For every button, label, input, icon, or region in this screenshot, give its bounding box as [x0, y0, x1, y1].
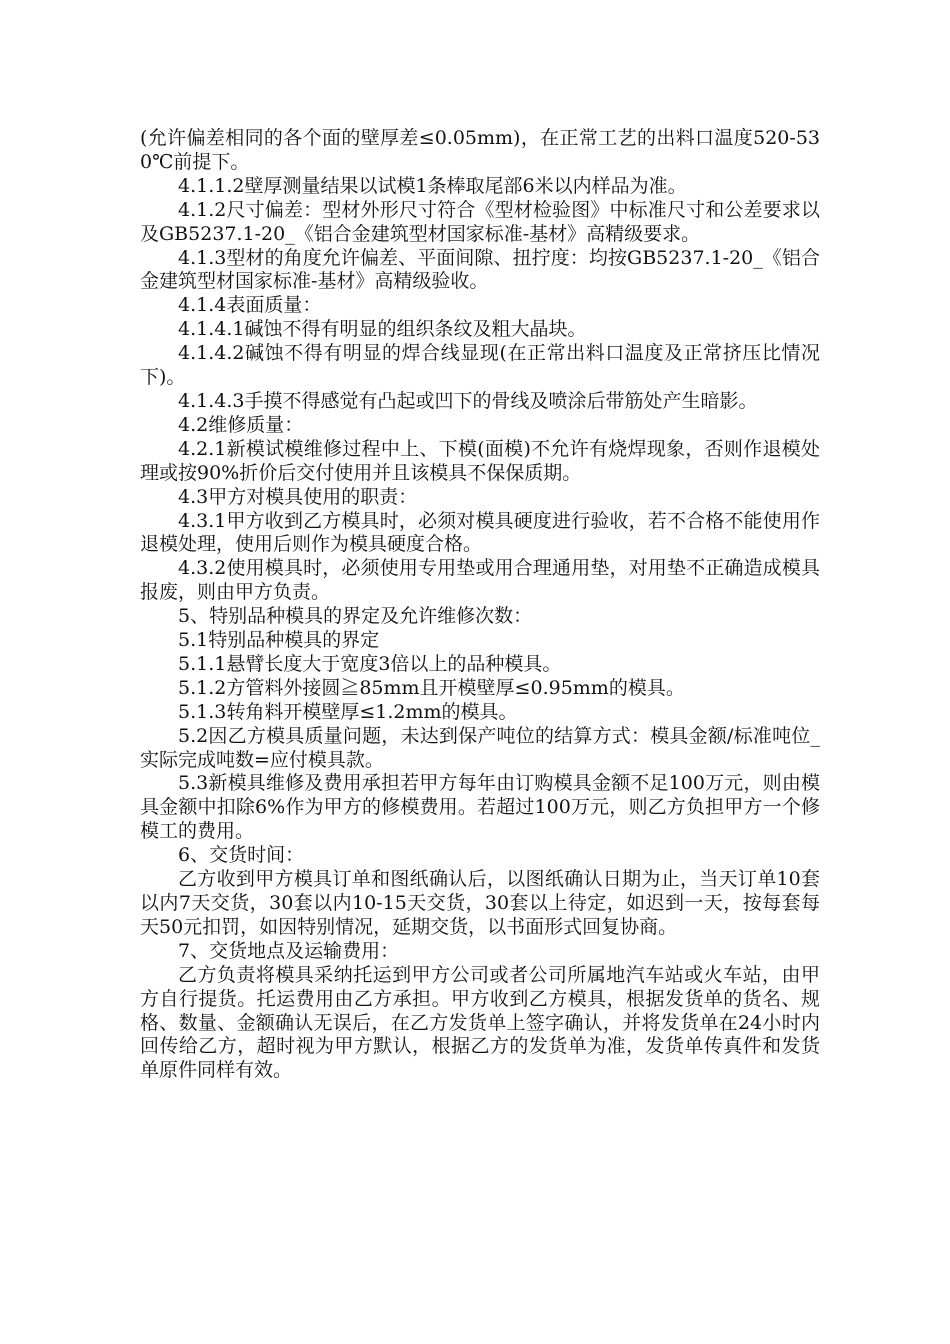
- paragraph-4-1-4-2: 4.1.4.2碱蚀不得有明显的焊合线显现(在正常出料口温度及正常挤压比情况下)。: [140, 342, 820, 389]
- paragraph-5: 5、特别品种模具的界定及允许维修次数：: [178, 605, 533, 628]
- paragraph-5-1-1: 5.1.1悬臂长度大于宽度3倍以上的品种模具。: [178, 652, 562, 675]
- paragraph-5-2: 5.2因乙方模具质量问题，未达到保产吨位的结算方式：模具金额/标准吨位_实际完成吨数=应付模具款。: [140, 724, 820, 771]
- paragraph-4-1-4-1: 4.1.4.1碱蚀不得有明显的组织条纹及粗大晶块。: [178, 318, 587, 341]
- paragraph-4-3-1: 4.3.1甲方收到乙方模具时，必须对模具硬度进行验收，若不合格不能使用作退模处理，使用后则作为模具硬度合格。: [140, 509, 820, 556]
- paragraph-4-2-1: 4.2.1新模试模维修过程中上、下模(面模)不允许有烧焊现象，否则作退模处理或按90%折价后交付使用并且该模具不保保质期。: [140, 437, 820, 484]
- paragraph-7: 7、交货地点及运输费用：: [178, 939, 400, 962]
- paragraph-4-3: 4.3甲方对模具使用的职责：: [178, 485, 418, 508]
- paragraph-5-1: 5.1特别品种模具的界定: [178, 629, 380, 652]
- paragraph-wall-thickness-tolerance: (允许偏差相同的各个面的壁厚差≤0.05mm)，在正常工艺的出料口温度520-530℃前提下。: [140, 127, 820, 173]
- paragraph-4-2: 4.2维修质量：: [178, 413, 304, 436]
- paragraph-4-1-3: 4.1.3型材的角度允许偏差、平面间隙、扭拧度：均按GB5237.1-20_《铝合金建筑型材国家标准-基材》高精级验收。: [140, 246, 820, 293]
- paragraph-4-1-1-2: 4.1.1.2壁厚测量结果以试模1条棒取尾部6米以内样品为准。: [178, 174, 687, 197]
- paragraph-4-3-2: 4.3.2使用模具时，必须使用专用垫或用合理通用垫，对用垫不正确造成模具报废，则由甲方负责。: [140, 557, 820, 604]
- document-body: [140, 127, 820, 1083]
- paragraph-5-1-2: 5.1.2方管料外接圆≧85mm且开模壁厚≤0.95mm的模具。: [178, 676, 685, 699]
- paragraph-6-content: 乙方收到甲方模具订单和图纸确认后，以图纸确认日期为止，当天订单10套以内7天交货，30套以内10-15天交货，30套以上待定，如迟到一天，按每套每天50元扣罚，如因特别情况，延期交货，以书面形式回复协商。: [140, 868, 820, 938]
- paragraph-4-1-4-3: 4.1.4.3手摸不得感觉有凸起或凹下的骨线及喷涂后带筋处产生暗影。: [178, 389, 758, 412]
- paragraph-7-content: 乙方负责将模具采纳托运到甲方公司或者公司所属地汽车站或火车站，由甲方自行提货。托运费用由乙方承担。甲方收到乙方模具，根据发货单的货名、规格、数量、金额确认无误后，在乙方发货单上签字确认，并将发货单在24小时内回传给乙方，超时视为甲方默认，根据乙方的发货单为准，发货单传真件和发货单原件同样有效。: [140, 963, 820, 1082]
- paragraph-4-1-2: 4.1.2尺寸偏差：型材外形尺寸符合《型材检验图》中标准尺寸和公差要求以及GB5237.1-20_《铝合金建筑型材国家标准-基材》高精级要求。: [140, 198, 820, 245]
- paragraph-5-1-3: 5.1.3转角料开模壁厚≤1.2mm的模具。: [178, 700, 518, 723]
- paragraph-5-3: 5.3新模具维修及费用承担若甲方每年由订购模具金额不足100万元，则由模具金额中扣除6%作为甲方的修模费用。若超过100万元，则乙方负担甲方一个修模工的费用。: [140, 772, 820, 843]
- paragraph-4-1-4: 4.1.4表面质量：: [178, 294, 322, 317]
- paragraph-6: 6、交货时间：: [178, 844, 305, 867]
